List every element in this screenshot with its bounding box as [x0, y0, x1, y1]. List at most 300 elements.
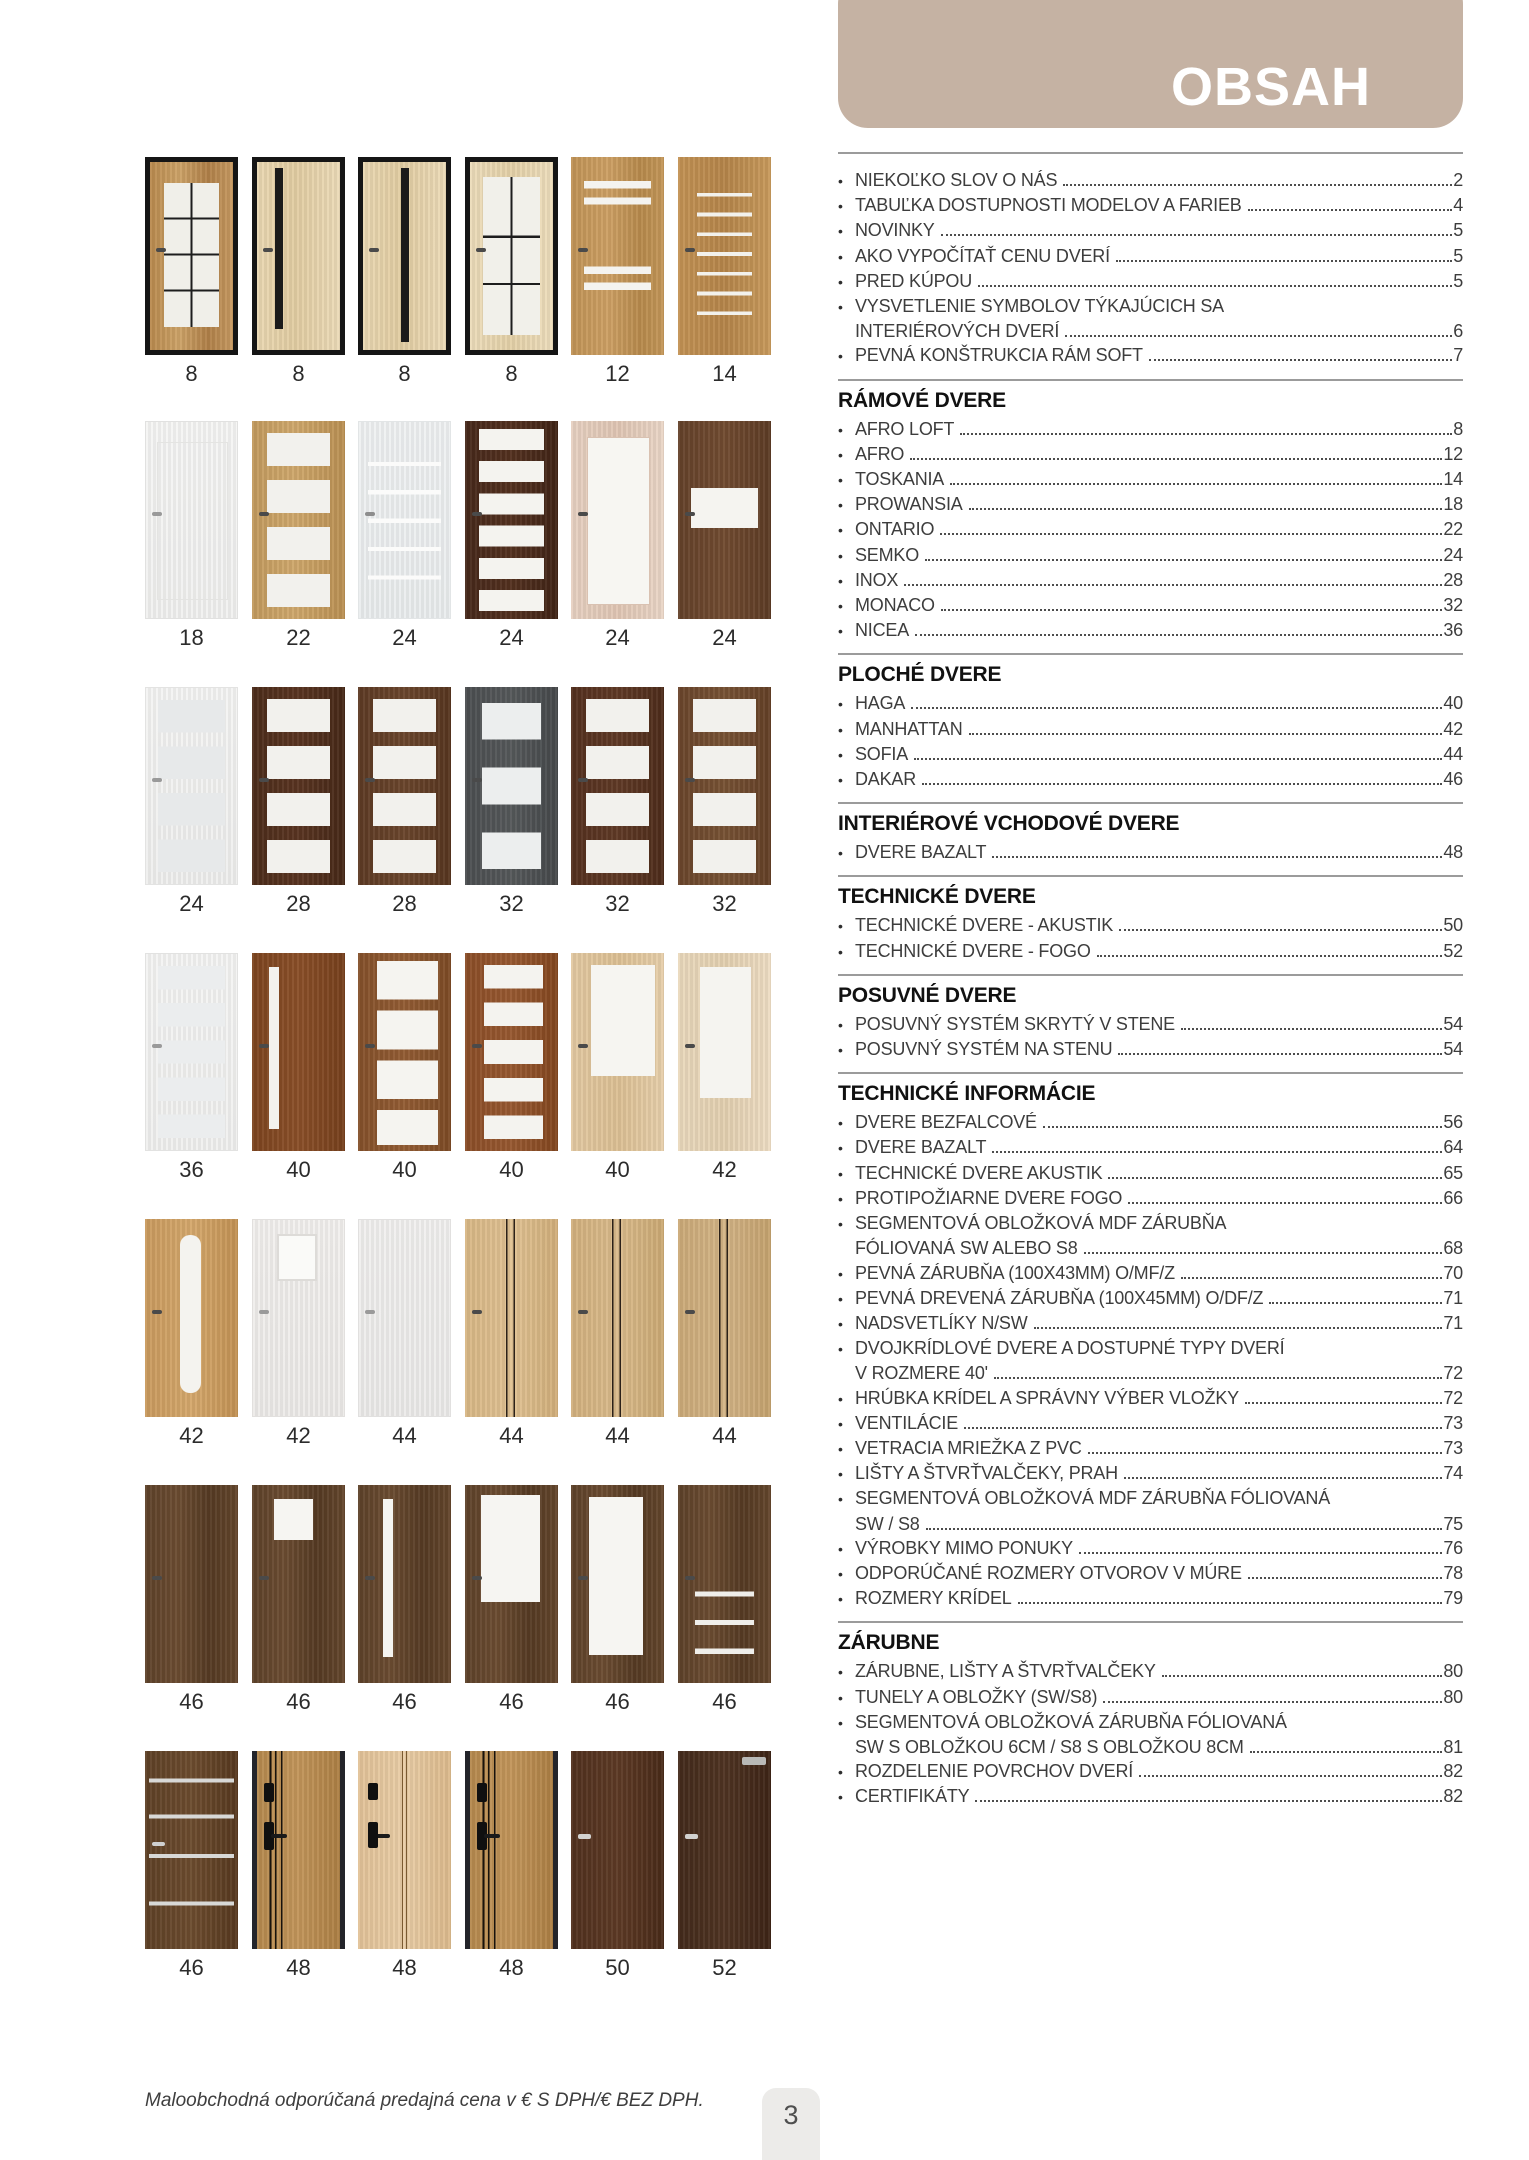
toc-item[interactable]: [838, 568, 1463, 593]
door-glass-panel: [158, 966, 225, 1138]
bullet-icon: •: [838, 348, 843, 365]
toc-item[interactable]: [838, 840, 1463, 865]
door-handle-icon: [263, 248, 273, 252]
section-divider: [838, 653, 1463, 655]
toc-item-label: PEVNÁ DREVENÁ ZÁRUBŇA (100X45MM) O/DF/Z: [855, 1287, 1264, 1308]
toc-item-label: POSUVNÝ SYSTÉM SKRYTÝ V STENE: [855, 1013, 1175, 1034]
door-handle-icon: [472, 1310, 482, 1314]
door-page-number: 42: [286, 1423, 311, 1448]
door-thumbnail: [571, 687, 664, 885]
toc-item[interactable]: [838, 1286, 1463, 1311]
door-handle-icon: [259, 778, 269, 782]
bullet-icon: •: [838, 1591, 843, 1608]
dot-leader: [910, 458, 1442, 460]
bullet-icon: •: [838, 198, 843, 215]
bullet-icon: •: [838, 1689, 843, 1706]
door-glass-panel: [591, 965, 654, 1076]
toc-item-label: CERTIFIKÁTY: [855, 1786, 970, 1807]
toc-item-page: 8: [1453, 418, 1463, 439]
toc-item-page: 24: [1443, 544, 1463, 565]
toc-item-page: 22: [1443, 519, 1463, 540]
dot-leader: [941, 234, 1453, 236]
toc-item-page: 70: [1443, 1262, 1463, 1283]
toc-item[interactable]: [838, 913, 1463, 938]
bullet-icon: •: [838, 1565, 843, 1582]
door-thumbnail: [465, 1751, 558, 1949]
toc-item-page: 75: [1443, 1513, 1463, 1534]
door-page-number: 32: [499, 891, 524, 916]
toc-item[interactable]: [838, 1461, 1463, 1486]
dot-leader: [969, 508, 1443, 510]
toc-item-page: 5: [1453, 220, 1463, 241]
toc-item-page: 12: [1443, 443, 1463, 464]
door-page-number: 46: [286, 1689, 311, 1714]
toc-section: [838, 1072, 1463, 1611]
dot-leader: [911, 707, 1442, 709]
door-glass-panel: [368, 449, 441, 590]
toc-item-label: TUNELY A OBLOŽKY (SW/S8): [855, 1686, 1098, 1707]
page-title: OBSAH: [1170, 57, 1371, 117]
bullet-icon: •: [838, 845, 843, 862]
toc-item-page: 71: [1443, 1287, 1463, 1308]
dot-leader: [941, 609, 1443, 611]
door-handle-icon: [259, 1576, 269, 1580]
dot-leader: [1108, 1177, 1442, 1179]
toc-item-label: SW S OBLOŽKOU 6CM / S8 S OBLOŽKOU 8CM: [855, 1736, 1244, 1757]
toc-item-page: 71: [1443, 1312, 1463, 1333]
toc-item-label: PRED KÚPOU: [855, 270, 973, 291]
dot-leader: [1250, 1751, 1443, 1753]
page-number-badge: [762, 2088, 820, 2160]
toc-item-page: 42: [1443, 718, 1463, 739]
bullet-icon: •: [838, 1466, 843, 1483]
section-title: RÁMOVÉ DVERE: [838, 388, 1006, 412]
door-handle-icon: [365, 1576, 375, 1580]
toc-item[interactable]: [838, 517, 1463, 542]
door-page-number: 44: [499, 1423, 524, 1448]
toc-item[interactable]: [838, 1436, 1463, 1461]
dot-leader: [1063, 184, 1452, 186]
toc-section: [838, 379, 1463, 644]
door-thumbnail: [145, 421, 238, 619]
dot-leader: [994, 1377, 1443, 1379]
toc-item-label: ODPORÚČANÉ ROZMERY OTVOROV V MÚRE: [855, 1562, 1242, 1583]
toc-item-label: V ROZMERE 40': [855, 1363, 988, 1384]
dot-leader: [1088, 1452, 1443, 1454]
door-page-number: 42: [179, 1423, 204, 1448]
door-handle-icon: [472, 1576, 482, 1580]
door-glass-panel: [481, 1751, 498, 1949]
bullet-icon: •: [838, 1540, 843, 1557]
toc-item[interactable]: [838, 1386, 1463, 1411]
door-handle-icon: [152, 778, 162, 782]
dot-leader: [1269, 1302, 1442, 1304]
door-handle-icon: [152, 512, 162, 516]
bullet-icon: •: [838, 696, 843, 713]
section-title: INTERIÉROVÉ VCHODOVÉ DVERE: [838, 812, 1180, 836]
toc-item-page: 5: [1453, 245, 1463, 266]
door-glass-panel: [700, 967, 750, 1098]
toc-section: [838, 653, 1463, 792]
dot-leader: [950, 483, 1442, 485]
door-thumbnail: [465, 1485, 558, 1683]
bullet-icon: •: [838, 943, 843, 960]
toc-item-page: 72: [1443, 1387, 1463, 1408]
toc-item-label: HAGA: [855, 693, 906, 714]
door-page-number: 8: [185, 361, 198, 386]
door-thumbnail: [678, 1219, 771, 1417]
toc-item[interactable]: [838, 543, 1463, 568]
bullet-icon: •: [838, 772, 843, 789]
toc-item[interactable]: [838, 1037, 1463, 1062]
toc-item[interactable]: [838, 269, 1463, 294]
toc-item-page: 4: [1453, 195, 1463, 216]
bullet-icon: •: [838, 1440, 843, 1457]
bullet-icon: •: [838, 522, 843, 539]
section-divider: [838, 875, 1463, 877]
bullet-icon: •: [838, 623, 843, 640]
door-thumbnail: [358, 157, 451, 355]
bullet-icon: •: [838, 248, 843, 265]
door-page-number: 48: [286, 1955, 311, 1980]
door-page-number: 28: [392, 891, 417, 916]
bullet-icon: •: [838, 1265, 843, 1282]
toc-item-label: ROZMERY KRÍDEL: [855, 1588, 1012, 1609]
toc-item[interactable]: [838, 1211, 1463, 1236]
toc-item-label: DVERE BAZALT: [855, 1137, 987, 1158]
toc-item[interactable]: [838, 467, 1463, 492]
door-page-number: 28: [286, 891, 311, 916]
toc-item-label: SOFIA: [855, 743, 909, 764]
bullet-icon: •: [838, 746, 843, 763]
toc-item-page: 73: [1443, 1437, 1463, 1458]
toc-item[interactable]: [838, 1586, 1463, 1611]
toc-item-label: PROTIPOŽIARNE DVERE FOGO: [855, 1187, 1123, 1208]
toc-item-page: 52: [1443, 940, 1463, 961]
door-page-number: 52: [712, 1955, 737, 1980]
door-handle-icon: [365, 512, 375, 516]
door-page-number: 46: [712, 1689, 737, 1714]
toc-item-label: AKO VYPOČÍTAŤ CENU DVERÍ: [855, 245, 1110, 266]
door-handle-icon: [152, 1044, 162, 1048]
bullet-icon: •: [838, 721, 843, 738]
section-divider: [838, 1621, 1463, 1623]
dot-leader: [925, 559, 1442, 561]
door-glass-panel: [164, 183, 219, 328]
door-page-number: 48: [499, 1955, 524, 1980]
toc-item[interactable]: [838, 1759, 1463, 1784]
door-handle-icon: [152, 1842, 165, 1846]
bullet-icon: •: [838, 547, 843, 564]
door-handle-icon: [578, 1310, 588, 1314]
section-title: PLOCHÉ DVERE: [838, 663, 1002, 687]
toc-item-page: 54: [1443, 1039, 1463, 1060]
door-glass-panel: [277, 1234, 317, 1281]
toc-item[interactable]: [838, 767, 1463, 792]
dot-leader: [964, 1427, 1442, 1429]
door-glass-panel: [373, 699, 436, 873]
door-thumbnail: [252, 1485, 345, 1683]
door-handle-icon: [685, 248, 695, 252]
bullet-icon: •: [838, 1764, 843, 1781]
door-page-number: 36: [179, 1157, 204, 1182]
toc-item[interactable]: [838, 1411, 1463, 1436]
dot-leader: [992, 856, 1442, 858]
toc-item[interactable]: [838, 1110, 1463, 1135]
toc-item[interactable]: [838, 1161, 1463, 1186]
bullet-icon: •: [838, 173, 843, 189]
door-handle-icon: [271, 1834, 287, 1838]
toc-item-label: VÝROBKY MIMO PONUKY: [855, 1537, 1073, 1558]
toc-item[interactable]: [838, 193, 1463, 218]
door-handle-icon: [578, 1044, 588, 1048]
door-thumbnail: [358, 687, 451, 885]
toc-item-label: SW / S8: [855, 1513, 920, 1534]
door-handle-icon: [365, 1044, 375, 1048]
dot-leader: [1128, 1202, 1442, 1204]
dot-leader: [978, 285, 1452, 287]
toc-item[interactable]: [838, 1186, 1463, 1211]
toc-item[interactable]: [838, 1735, 1463, 1759]
door-handle-icon: [578, 1576, 588, 1580]
door-glass-panel: [377, 961, 438, 1145]
toc-item-label: SEGMENTOVÁ OBLOŽKOVÁ MDF ZÁRUBŇA FÓLIOVANÁ: [855, 1488, 1331, 1509]
toc-section: [838, 168, 1463, 369]
bullet-icon: •: [838, 299, 843, 316]
toc-item-page: 74: [1443, 1463, 1463, 1484]
toc-item-page: 76: [1443, 1537, 1463, 1558]
toc-item[interactable]: [838, 218, 1463, 243]
toc-item-page: 64: [1443, 1137, 1463, 1158]
door-thumbnail: [678, 157, 771, 355]
door-page-number: 44: [712, 1423, 737, 1448]
bullet-icon: •: [838, 1341, 843, 1358]
door-page-number: 44: [392, 1423, 417, 1448]
door-handle-icon: [685, 1044, 695, 1048]
dot-leader: [975, 1800, 1442, 1802]
door-glass-panel: [693, 699, 756, 873]
toc-item[interactable]: [838, 1236, 1463, 1260]
door-handle-icon: [259, 512, 269, 516]
dot-leader: [940, 533, 1442, 535]
dot-leader: [1245, 1402, 1442, 1404]
door-handle-icon: [685, 778, 695, 782]
toc-item[interactable]: [838, 492, 1463, 517]
door-thumbnail: [571, 1219, 664, 1417]
dot-leader: [1116, 260, 1452, 262]
toc-item[interactable]: [838, 1261, 1463, 1286]
door-handle-icon: [578, 512, 588, 516]
toc-item[interactable]: [838, 1135, 1463, 1160]
toc-item[interactable]: [838, 1659, 1463, 1684]
toc-item-page: 46: [1443, 769, 1463, 790]
toc-item-page: 7: [1453, 345, 1463, 366]
bullet-icon: •: [838, 273, 843, 290]
toc-item-label: NADSVETLÍKY N/SW: [855, 1312, 1028, 1333]
door-handle-icon: [152, 1576, 162, 1580]
door-glass-panel: [274, 1499, 313, 1541]
dot-leader: [1181, 1028, 1442, 1030]
toc-item-page: 14: [1443, 469, 1463, 490]
door-glass-panel: [269, 967, 279, 1129]
door-thumbnail: [678, 687, 771, 885]
toc-item[interactable]: [838, 593, 1463, 618]
toc-item[interactable]: [838, 1784, 1463, 1809]
dot-leader: [992, 1151, 1442, 1153]
door-glass-panel: [268, 1751, 285, 1949]
bullet-icon: •: [838, 1216, 843, 1233]
section-title: TECHNICKÉ INFORMÁCIE: [838, 1082, 1096, 1106]
toc-item-page: 65: [1443, 1162, 1463, 1183]
door-page-number: 32: [712, 891, 737, 916]
toc-item[interactable]: [838, 1685, 1463, 1710]
door-handle-icon: [156, 248, 166, 252]
section-divider: [838, 1072, 1463, 1074]
door-thumbnail: [465, 687, 558, 885]
dot-leader: [1065, 335, 1452, 337]
toc-item[interactable]: [838, 294, 1463, 319]
bullet-icon: •: [838, 472, 843, 489]
toc-item[interactable]: [838, 168, 1463, 193]
section-divider: [838, 974, 1463, 976]
toc-item-label: VENTILÁCIE: [855, 1412, 959, 1433]
toc-item[interactable]: [838, 1512, 1463, 1536]
dot-leader: [1124, 1477, 1442, 1479]
toc-item-label: PROWANSIA: [855, 494, 963, 515]
toc-item-label: SEGMENTOVÁ OBLOŽKOVÁ ZÁRUBŇA FÓLIOVANÁ: [855, 1711, 1287, 1732]
dot-leader: [960, 433, 1452, 435]
door-page-number: 46: [392, 1689, 417, 1714]
toc-item[interactable]: [838, 1012, 1463, 1037]
toc-item-label: DVOJKRÍDLOVÉ DVERE A DOSTUPNÉ TYPY DVERÍ: [855, 1338, 1285, 1359]
toc-item[interactable]: [838, 618, 1463, 643]
toc-item-page: 79: [1443, 1588, 1463, 1609]
section-title: POSUVNÉ DVERE: [838, 983, 1017, 1007]
toc-item-label: MONACO: [855, 595, 935, 616]
door-handle-icon: [259, 1310, 269, 1314]
door-thumbnail: [358, 1219, 451, 1417]
toc-item-label: VETRACIA MRIEŽKA Z PVC: [855, 1437, 1082, 1458]
bullet-icon: •: [838, 1789, 843, 1806]
dot-leader: [1079, 1552, 1442, 1554]
door-handle-icon: [472, 512, 482, 516]
toc-item-label: MANHATTAN: [855, 718, 963, 739]
dot-leader: [1084, 1252, 1443, 1254]
dot-leader: [1119, 929, 1442, 931]
toc-item-label: DAKAR: [855, 769, 917, 790]
door-glass-panel: [402, 1751, 408, 1949]
toc-item-label: AFRO: [855, 443, 905, 464]
door-glass-panel: [691, 488, 758, 528]
door-thumbnail: [252, 1751, 345, 1949]
door-thumbnail: [571, 1485, 664, 1683]
dot-leader: [1248, 1577, 1443, 1579]
door-glass-panel: [612, 1219, 621, 1417]
door-thumbnail: [465, 953, 558, 1151]
toc-item[interactable]: [838, 717, 1463, 742]
toc-item-page: 72: [1443, 1363, 1463, 1384]
bullet-icon: •: [838, 1190, 843, 1207]
toc-item[interactable]: [838, 343, 1463, 368]
door-thumbnail: [252, 687, 345, 885]
door-glass-panel: [275, 168, 282, 330]
bullet-icon: •: [838, 421, 843, 438]
door-thumbnail: [358, 1751, 451, 1949]
toc-item-page: 80: [1443, 1686, 1463, 1707]
section-title: ZÁRUBNE: [838, 1631, 940, 1655]
toc-section: [838, 1621, 1463, 1809]
toc-item[interactable]: [838, 1710, 1463, 1735]
door-thumbnail: [571, 157, 664, 355]
door-page-number: 46: [605, 1689, 630, 1714]
toc-item[interactable]: [838, 1336, 1463, 1361]
toc-item[interactable]: [838, 1311, 1463, 1336]
door-page-number: 8: [398, 361, 411, 386]
door-thumbnail: [465, 421, 558, 619]
dot-leader: [904, 584, 1442, 586]
dot-leader: [1149, 359, 1452, 361]
toc-item-label: TECHNICKÉ DVERE - FOGO: [855, 940, 1091, 961]
door-glass-panel: [149, 1751, 235, 1949]
toc-item[interactable]: [838, 939, 1463, 964]
toc-item[interactable]: [838, 1536, 1463, 1561]
toc-item-page: 36: [1443, 620, 1463, 641]
door-page-number: 24: [712, 625, 737, 650]
toc-item[interactable]: [838, 417, 1463, 442]
toc-item-page: 68: [1443, 1238, 1463, 1259]
door-page-number: 14: [712, 361, 737, 386]
toc-item[interactable]: [838, 1486, 1463, 1511]
door-handle-icon: [685, 1310, 695, 1314]
door-glass-panel: [180, 1235, 200, 1393]
bullet-icon: •: [838, 598, 843, 615]
door-page-number: 40: [286, 1157, 311, 1182]
door-page-number: 24: [499, 625, 524, 650]
door-page-number: 22: [286, 625, 311, 650]
door-handle-icon: [685, 512, 695, 516]
door-handle-icon: [365, 1310, 375, 1314]
toc-item[interactable]: [838, 442, 1463, 467]
door-glass-panel: [401, 168, 408, 343]
bullet-icon: •: [838, 223, 843, 240]
door-thumbnail: [145, 1485, 238, 1683]
door-page-number: 8: [292, 361, 305, 386]
toc-item[interactable]: [838, 1361, 1463, 1385]
door-page-number: 50: [605, 1955, 630, 1980]
door-thumbnail: [252, 1219, 345, 1417]
toc-item[interactable]: [838, 244, 1463, 269]
door-thumbnail: [571, 1751, 664, 1949]
toc-item-label: ROZDELENIE POVRCHOV DVERÍ: [855, 1761, 1134, 1782]
toc-item-label: HRÚBKA KRÍDEL A SPRÁVNY VÝBER VLOŽKY: [855, 1387, 1239, 1408]
toc-item-label: TOSKANIA: [855, 469, 945, 490]
door-handle-icon: [685, 1576, 695, 1580]
toc-item[interactable]: [838, 1561, 1463, 1586]
toc-item-page: 2: [1453, 170, 1463, 190]
toc-item-label: NICEA: [855, 620, 910, 641]
toc-item[interactable]: [838, 691, 1463, 716]
bullet-icon: •: [838, 1315, 843, 1332]
toc-item-label: ONTARIO: [855, 519, 935, 540]
door-handle-icon: [369, 248, 379, 252]
dot-leader: [1139, 1775, 1442, 1777]
toc-item-label: FÓLIOVANÁ SW ALEBO S8: [855, 1238, 1078, 1259]
toc-item[interactable]: [838, 742, 1463, 767]
door-glass-panel: [383, 1499, 393, 1657]
bullet-icon: •: [838, 1415, 843, 1432]
toc-item[interactable]: [838, 319, 1463, 343]
toc-item-page: 6: [1453, 321, 1463, 342]
